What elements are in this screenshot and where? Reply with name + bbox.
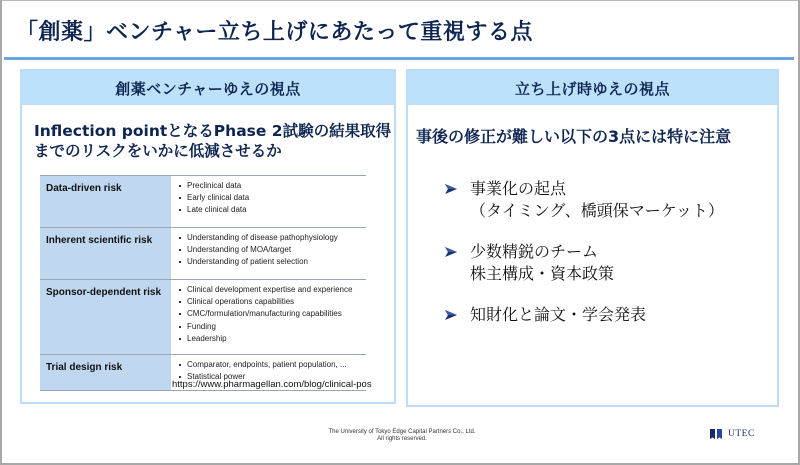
point-detail: （タイミング、橋頭保マーケット） xyxy=(470,201,724,220)
risk-item: Understanding of MOA/target xyxy=(179,244,366,256)
list-item xyxy=(444,241,724,285)
list-item xyxy=(444,178,724,222)
risk-item: Early clinical data xyxy=(179,192,366,204)
logo-text: UTEC xyxy=(728,429,755,439)
arrowhead-icon xyxy=(444,241,470,263)
lead-line-2: までのリスクをいかに低減させるか xyxy=(34,142,282,160)
risk-category: Trial design risk xyxy=(40,355,171,391)
risk-item: Comparator, endpoints, patient population, ... xyxy=(179,359,366,371)
risk-item: Clinical operations capabilities xyxy=(179,296,366,308)
risk-table xyxy=(40,175,366,391)
point-title: 知財化と論文・学会発表 xyxy=(470,305,647,324)
source-link[interactable]: https://www.pharmagellan.com/blog/clinical-pos xyxy=(172,379,372,390)
risk-items xyxy=(171,228,366,280)
risk-item: Preclinical data xyxy=(179,180,366,192)
table-row xyxy=(40,228,366,280)
startup-perspective-panel xyxy=(406,69,779,407)
arrowhead-icon xyxy=(444,178,470,200)
risk-category: Sponsor-dependent risk xyxy=(40,280,171,355)
utec-logo-mark-icon xyxy=(710,429,724,439)
risk-item: Funding xyxy=(179,321,366,333)
risk-item: CMC/formulation/manufacturing capabilities xyxy=(179,308,366,320)
utec-logo xyxy=(710,429,755,439)
key-points-list xyxy=(444,178,724,345)
drug-discovery-perspective-panel xyxy=(20,69,396,404)
risk-item: Leadership xyxy=(179,333,366,345)
table-row xyxy=(40,280,366,355)
risk-item: Understanding of disease pathophysiology xyxy=(179,232,366,244)
panel-lead-text xyxy=(34,121,394,161)
risk-category: Inherent scientific risk xyxy=(40,228,171,280)
point-title: 少数精鋭のチーム xyxy=(470,242,599,261)
point-detail: 株主構成・資本政策 xyxy=(470,264,615,283)
risk-items xyxy=(171,280,366,355)
point-title: 事業化の起点 xyxy=(470,179,567,198)
slide-title: 「創薬」ベンチャー立ち上げにあたって重視する点 xyxy=(16,20,533,45)
risk-item: Clinical development expertise and experience xyxy=(179,284,366,296)
arrowhead-icon xyxy=(444,304,470,326)
list-item xyxy=(444,304,724,326)
risk-item: Understanding of patient selection xyxy=(179,256,366,268)
risk-item: Late clinical data xyxy=(179,204,366,216)
lead-line-1: Inflection pointとなるPhase 2試験の結果取得 xyxy=(34,122,392,140)
title-divider xyxy=(4,57,794,60)
copyright-line-2: All rights reserved. xyxy=(377,436,427,442)
panel-lead-text: 事後の修正が難しい以下の3点には特に注意 xyxy=(416,127,732,146)
risk-category: Data-driven risk xyxy=(40,176,171,228)
risk-items xyxy=(171,176,366,228)
copyright-notice xyxy=(302,429,502,443)
table-row xyxy=(40,176,366,228)
panel-header: 立ち上げ時ゆえの視点 xyxy=(408,71,777,105)
panel-header: 創薬ベンチャーゆえの視点 xyxy=(22,71,394,105)
risk-item: Statistical power xyxy=(179,371,366,383)
copyright-line-1: The University of Tokyo Edge Capital Partners Co., Ltd. xyxy=(328,429,476,435)
